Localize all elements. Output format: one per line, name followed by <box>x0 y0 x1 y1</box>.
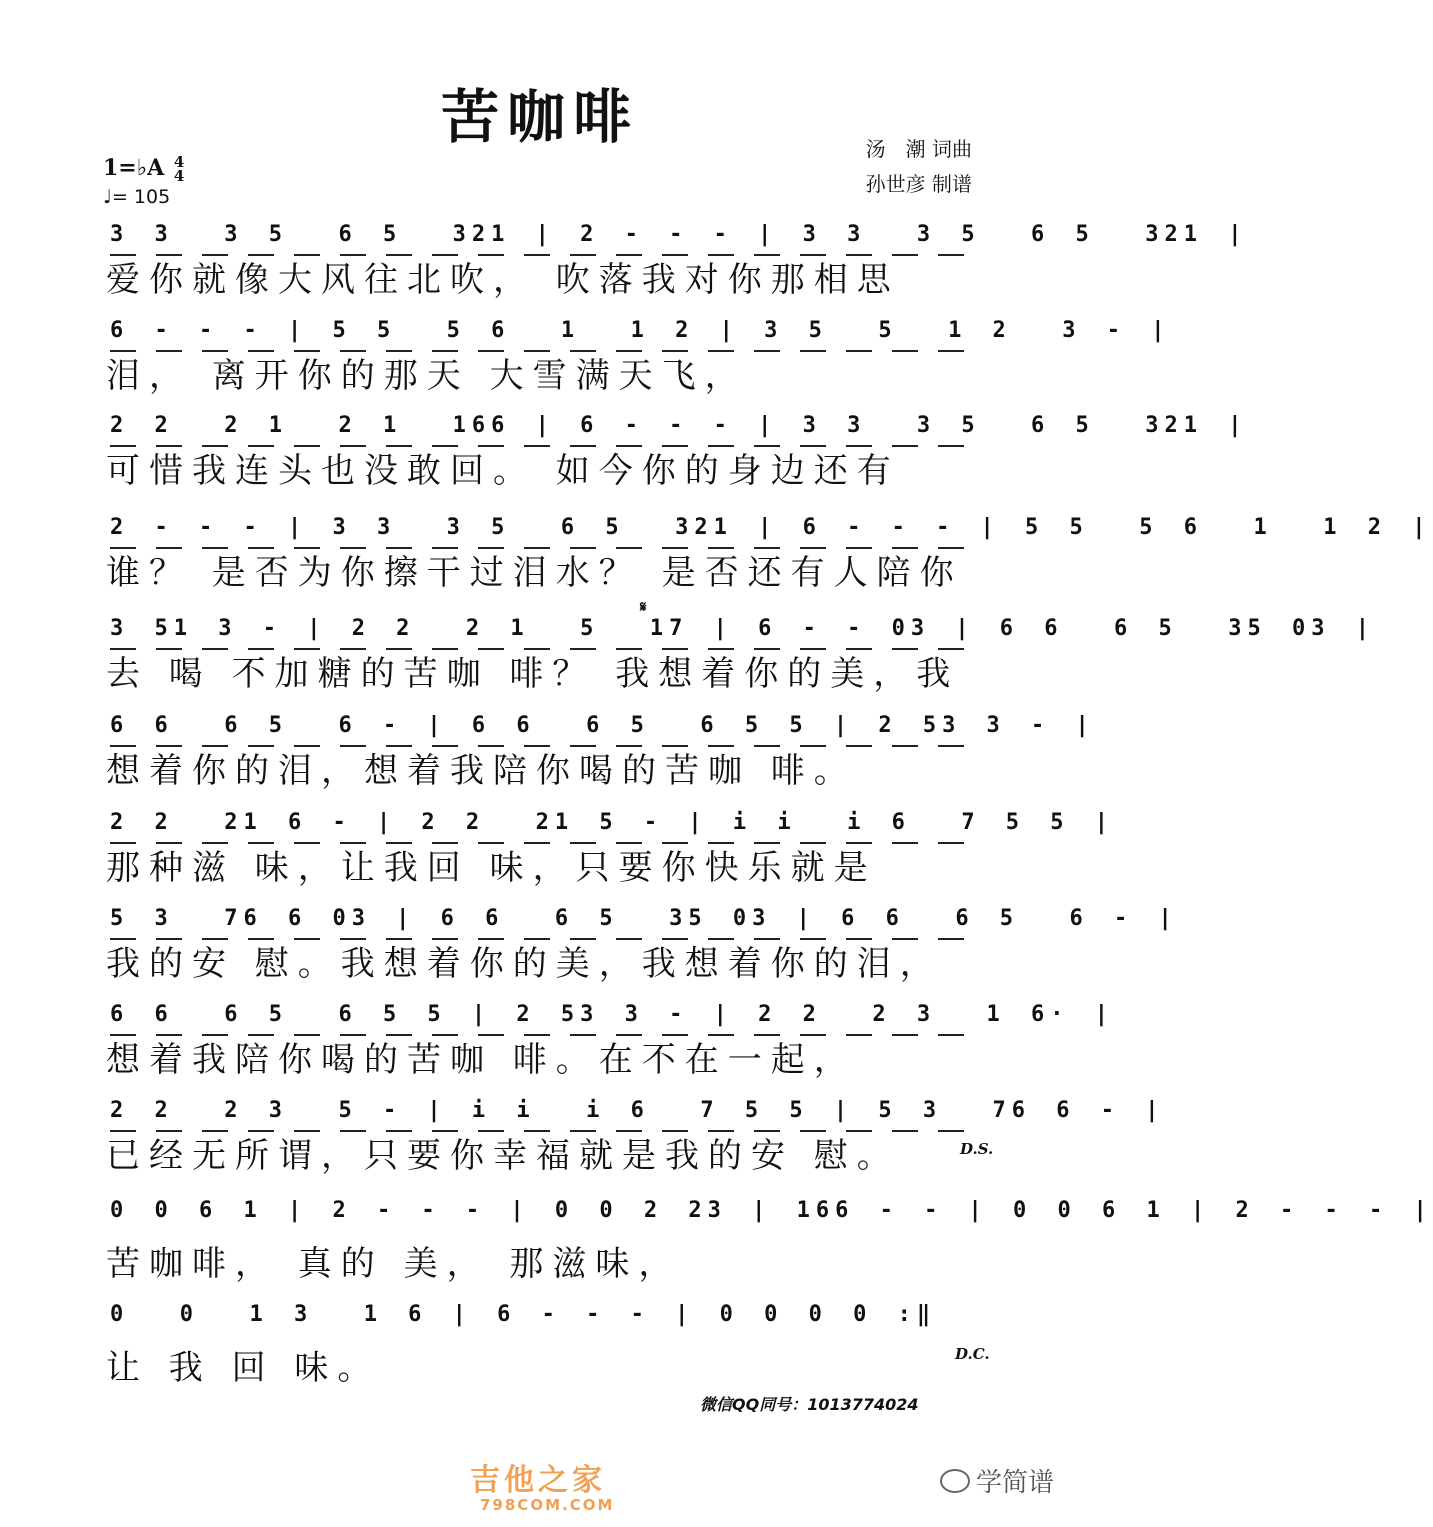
note-line: 6 6 6 5 6 5 5 | 2 53 3 - | 2 2 2 3 1 6· | <box>110 1002 1115 1027</box>
segno-mark: 𝄋 <box>640 598 647 616</box>
ds-mark: D.S. <box>960 1140 994 1158</box>
note-line: 2 2 2 3 5 - | i i i 6 7 5 5 | 5 3 76 6 - | <box>110 1098 1165 1123</box>
note-line: 6 - - - | 5 5 5 6 1 1 2 | 3 5 5 1 2 3 - | <box>110 318 1171 343</box>
key-signature <box>103 155 184 183</box>
time-bottom: 4 <box>173 167 185 185</box>
note-row <box>110 318 1171 352</box>
lyric-line: 那种滋 味，让我回 味，只要你快乐就是 <box>106 848 877 888</box>
credit-composer: 汤 潮 词曲 <box>865 137 972 161</box>
note-line: 0 0 6 1 | 2 - - - | 0 0 2 23 | 166 - - | 0 0 6 1 | 2 - - - | <box>110 1198 1433 1223</box>
lyric-line: 谁？ 是否为你擦干过泪水？ 是否还有人陪你 <box>106 553 963 593</box>
note-line: 2 - - - | 3 3 3 5 6 5 321 | 6 - - - | 5 5 5 6 1 1 2 | <box>110 515 1432 540</box>
time-signature <box>174 155 184 183</box>
note-row <box>110 906 1178 940</box>
wechat-icon <box>940 1469 970 1493</box>
site-watermark: 吉他之家 <box>470 1463 606 1498</box>
note-row <box>110 713 1095 747</box>
note-row <box>110 810 1115 844</box>
lyric-line: 想着你的泪，想着我陪你喝的苦咖 啡。 <box>106 751 857 791</box>
note-row <box>110 1198 1433 1232</box>
song-title: 苦咖啡 <box>440 83 639 151</box>
note-row <box>110 515 1432 549</box>
note-line: 2 2 21 6 - | 2 2 21 5 - | i i i 6 7 5 5 | <box>110 810 1115 835</box>
lyric-line: 让 我 回 味。 <box>106 1348 381 1388</box>
credit-arranger: 孙世彦 制谱 <box>865 172 972 196</box>
lyric-line: 泪， 离开你的那天 大雪满天飞， <box>106 356 748 396</box>
tempo-marking: ♩= 105 <box>103 186 171 208</box>
note-row <box>110 1002 1115 1036</box>
note-line: 3 51 3 - | 2 2 2 1 5 17 | 6 - - 03 | 6 6 6 5 35 03 | <box>110 616 1375 641</box>
note-line: 0 0 1 3 1 6 | 6 - - - | 0 0 0 0 :‖ <box>110 1302 937 1327</box>
brand-label: 学简谱 <box>976 1468 1055 1498</box>
lyric-line: 苦咖啡， 真的 美， 那滋味， <box>106 1244 682 1284</box>
site-url-watermark: 798COM.COM <box>480 1496 615 1514</box>
lyric-line: 去 喝 不加糖的苦咖 啡？ 我想着你的美，我 <box>106 654 960 694</box>
lyric-line: 想着我陪你喝的苦咖 啡。在不在一起， <box>106 1040 857 1080</box>
note-row <box>110 1302 980 1336</box>
time-top: 4 <box>173 153 185 171</box>
note-line: 2 2 2 1 2 1 166 | 6 - - - | 3 3 3 5 6 5 321 | <box>110 413 1248 438</box>
key-label: 1=♭A <box>103 155 165 181</box>
lyric-line: 我的安 慰。我想着你的美，我想着你的泪， <box>106 944 943 984</box>
note-line: 5 3 76 6 03 | 6 6 6 5 35 03 | 6 6 6 5 6 - | <box>110 906 1178 931</box>
dc-mark: D.C. <box>955 1345 990 1363</box>
note-row <box>110 413 1248 447</box>
note-row <box>110 222 1248 256</box>
lyric-line: 爱你就像大风往北吹， 吹落我对你那相思 <box>106 260 900 300</box>
lyric-line: 可惜我连头也没敢回。 如今你的身边还有 <box>106 451 900 491</box>
note-row <box>110 1098 1165 1132</box>
contact-info: 微信QQ同号：1013774024 <box>700 1395 919 1414</box>
lyric-line: 已经无所谓，只要你幸福就是我的安 慰。 <box>106 1136 900 1176</box>
brand-watermark <box>940 1462 1054 1499</box>
note-line: 3 3 3 5 6 5 321 | 2 - - - | 3 3 3 5 6 5 321 | <box>110 222 1248 247</box>
note-row <box>110 616 1375 650</box>
note-line: 6 6 6 5 6 - | 6 6 6 5 6 5 5 | 2 53 3 - | <box>110 713 1095 738</box>
